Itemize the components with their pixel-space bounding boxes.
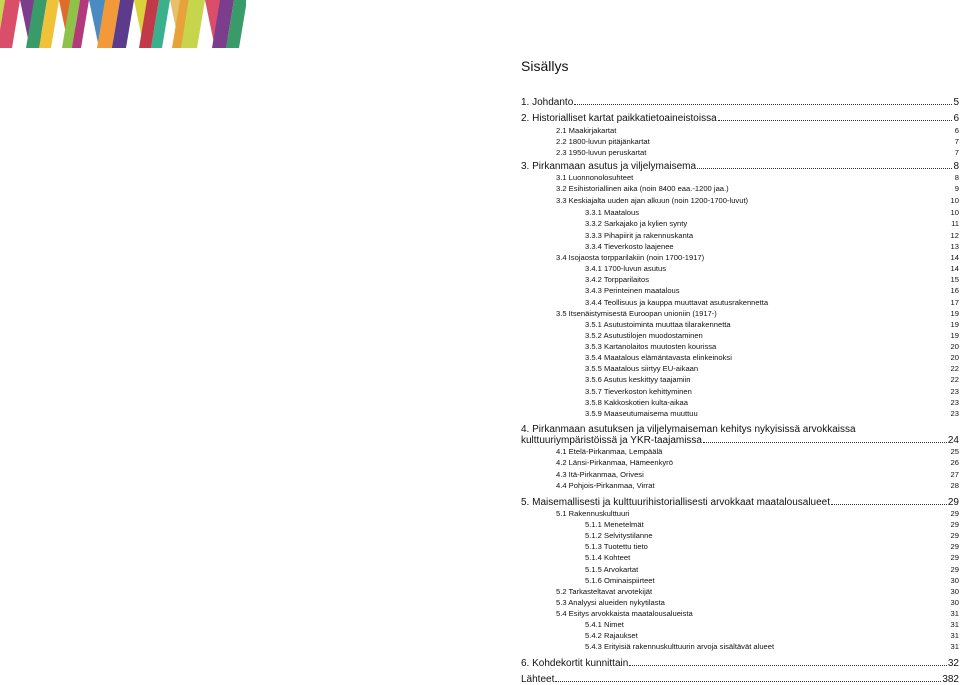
toc-entry-label: 5.1.5 Arvokartat	[585, 565, 639, 574]
dot-leader	[629, 665, 947, 666]
dot-leader	[718, 120, 953, 121]
toc-entry-page: 29	[947, 497, 959, 508]
toc-entry-label: 5.3 Analyysi alueiden nykytilasta	[556, 598, 665, 607]
toc-entry-page: 30	[950, 587, 959, 596]
toc-entry[interactable]	[521, 674, 959, 685]
toc-entry-page: 6	[954, 126, 959, 135]
toc-entry[interactable]	[585, 275, 959, 284]
toc-entry[interactable]	[521, 497, 959, 508]
toc-entry[interactable]	[585, 353, 959, 362]
toc-entry-label: 3.4 Isojaosta torpparilakiin (noin 1700-1917)	[556, 253, 705, 262]
toc-entry-label: 2.1 Maakirjakartat	[556, 126, 617, 135]
toc-entry-label: 5.4.2 Rajaukset	[585, 631, 638, 640]
toc-entry-label: Lähteet	[521, 674, 555, 685]
toc-entry[interactable]	[556, 184, 959, 193]
toc-entry-page: 9	[954, 184, 959, 193]
toc-entry[interactable]	[585, 542, 959, 551]
toc-entry-label: 3.4.2 Torpparilaitos	[585, 275, 650, 284]
toc-entry[interactable]	[521, 97, 959, 108]
toc-entry-label: 3.5.1 Asutustoiminta muuttaa tilarakennetta	[585, 320, 731, 329]
toc-entry[interactable]	[585, 342, 959, 351]
toc-entry-label: 4.4 Pohjois-Pirkanmaa, Virrat	[556, 481, 655, 490]
toc-entry-page: 23	[950, 398, 959, 407]
toc-entry-page: 12	[950, 231, 959, 240]
toc-entry[interactable]	[521, 161, 959, 172]
toc-entry-page: 31	[950, 620, 959, 629]
toc-entry-label: 5.1.6 Ominaispiirteet	[585, 576, 655, 585]
toc-entry[interactable]	[585, 208, 959, 217]
toc-entry[interactable]	[556, 598, 959, 607]
toc-entry-page: 22	[950, 364, 959, 373]
toc-entry-page: 31	[950, 631, 959, 640]
toc-entry-label: 3.3.2 Sarkajako ja kylien synty	[585, 219, 688, 228]
toc-entry-label: 5.4 Esitys arvokkaista maatalousalueista	[556, 609, 693, 618]
toc-entry[interactable]	[556, 509, 959, 518]
toc-entry-label: 3.5.2 Asutustilojen muodostaminen	[585, 331, 703, 340]
toc-entry-page: 16	[950, 286, 959, 295]
toc-entry-page: 14	[950, 264, 959, 273]
toc-entry-page: 5	[953, 97, 959, 108]
toc-entry[interactable]	[585, 520, 959, 529]
toc-entry-page: 23	[950, 387, 959, 396]
toc-entry[interactable]	[585, 331, 959, 340]
toc-entry-page: 24	[947, 435, 959, 446]
toc-entry-label: 5.1.4 Kohteet	[585, 553, 631, 562]
toc-entry-label: 2. Historialliset kartat paikkatietoaineistoissa	[521, 113, 717, 124]
toc-entry-page: 382	[942, 674, 959, 685]
toc-entry-page: 30	[950, 598, 959, 607]
toc-entry-label: 4.2 Länsi-Pirkanmaa, Hämeenkyrö	[556, 458, 673, 467]
toc-entry-label: 1. Johdanto	[521, 97, 574, 108]
toc-entry-page: 23	[950, 409, 959, 418]
toc-entry-label: 3.3.3 Pihapiirit ja rakennuskanta	[585, 231, 694, 240]
toc-entry[interactable]	[585, 642, 959, 651]
toc-entry-label: 3.5.6 Asutus keskittyy taajamiin	[585, 375, 691, 384]
toc-entry-page: 11	[951, 219, 959, 228]
toc-entry[interactable]	[585, 409, 959, 418]
toc-entry[interactable]	[585, 553, 959, 562]
toc-entry[interactable]	[585, 398, 959, 407]
toc-entry[interactable]	[556, 447, 959, 456]
toc-entry-page: 7	[954, 148, 959, 157]
toc-entry[interactable]	[521, 658, 959, 669]
toc-entry-label: 3.5.9 Maaseutumaisema muuttuu	[585, 409, 698, 418]
toc-entry-label: 5.2 Tarkasteltavat arvotekijät	[556, 587, 653, 596]
toc-entry[interactable]	[556, 126, 959, 135]
toc-entry[interactable]	[585, 320, 959, 329]
toc-entry-page: 20	[950, 342, 959, 351]
toc-entry[interactable]	[556, 173, 959, 182]
toc-entry[interactable]	[585, 375, 959, 384]
dot-leader	[574, 104, 952, 105]
toc-entry[interactable]	[556, 309, 959, 318]
toc-entry-label: 3.3.4 Tieverkosto laajenee	[585, 242, 674, 251]
page-title: Sisällys	[521, 58, 569, 74]
toc-entry-page: 7	[954, 137, 959, 146]
toc-entry-label: 3.3.1 Maatalous	[585, 208, 640, 217]
toc-entry-page: 19	[950, 331, 959, 340]
toc-entry[interactable]	[556, 196, 959, 205]
toc-entry-page: 17	[950, 298, 959, 307]
toc-entry[interactable]	[585, 242, 959, 251]
toc-entry[interactable]	[585, 387, 959, 396]
toc-entry-page: 29	[950, 565, 959, 574]
dot-leader	[555, 681, 941, 682]
toc-entry-page: 8	[953, 161, 959, 172]
toc-entry-label: 5.1.3 Tuotettu tieto	[585, 542, 648, 551]
toc-entry-page: 29	[950, 553, 959, 562]
toc-entry[interactable]	[585, 565, 959, 574]
toc-entry-label: 3.5.8 Kakkoskotien kulta-aikaa	[585, 398, 688, 407]
toc-entry[interactable]	[585, 286, 959, 295]
toc-entry-label: 3.5.5 Maatalous siirtyy EU-aikaan	[585, 364, 699, 373]
dot-leader	[703, 442, 947, 443]
toc-entry[interactable]	[556, 609, 959, 618]
toc-entry-page: 31	[950, 609, 959, 618]
toc-entry-page: 25	[950, 447, 959, 456]
toc-entry[interactable]	[556, 481, 959, 490]
toc-entry-page: 10	[950, 208, 959, 217]
toc-entry-page: 22	[950, 375, 959, 384]
toc-entry-label: 2.2 1800-luvun pitäjänkartat	[556, 137, 650, 146]
toc-entry-label: 5.1 Rakennuskulttuuri	[556, 509, 630, 518]
toc-entry-label: 3. Pirkanmaan asutus ja viljelymaisema	[521, 161, 697, 172]
toc-entry-label: 3.1 Luonnonolosuhteet	[556, 173, 634, 182]
toc-entry[interactable]	[585, 231, 959, 240]
toc-entry[interactable]	[556, 253, 959, 262]
toc-entry-page: 26	[950, 458, 959, 467]
toc-entry-page: 29	[950, 520, 959, 529]
toc-entry-label: 3.5.7 Tieverkoston kehittyminen	[585, 387, 692, 396]
dot-leader	[831, 504, 947, 505]
toc-entry-page: 19	[950, 320, 959, 329]
toc-entry[interactable]	[585, 219, 959, 228]
toc-entry-page: 6	[953, 113, 959, 124]
toc-entry[interactable]	[521, 424, 959, 446]
toc-entry[interactable]	[556, 148, 959, 157]
toc-entry-page: 30	[950, 576, 959, 585]
toc-entry-page: 19	[950, 309, 959, 318]
toc-entry-label: 3.4.1 1700-luvun asutus	[585, 264, 667, 273]
toc-entry-label: 5.1.1 Menetelmät	[585, 520, 644, 529]
toc-entry-page: 29	[950, 531, 959, 540]
toc-entry-page: 15	[950, 275, 959, 284]
toc-entry[interactable]	[585, 631, 959, 640]
toc-entry-label: 3.5.4 Maatalous elämäntavasta elinkeinoksi	[585, 353, 732, 362]
dot-leader	[697, 168, 952, 169]
toc-entry-label: 3.2 Esihistoriallinen aika (noin 8400 eaa.-1200 jaa.)	[556, 184, 729, 193]
toc-entry[interactable]	[556, 137, 959, 146]
toc-entry-page: 28	[950, 481, 959, 490]
toc-entry-page: 32	[947, 658, 959, 669]
toc-entry[interactable]	[556, 587, 959, 596]
toc-entry[interactable]	[585, 531, 959, 540]
toc-entry[interactable]	[521, 113, 959, 124]
toc-entry-label: 3.4.4 Teollisuus ja kauppa muuttavat asutusrakennetta	[585, 298, 769, 307]
toc-entry-page: 8	[954, 173, 959, 182]
toc-entry-label: 2.3 1950-luvun peruskartat	[556, 148, 647, 157]
toc-entry-label: 5.1.2 Selvitystilanne	[585, 531, 653, 540]
toc-entry-page: 10	[950, 196, 959, 205]
toc-entry-label: 3.5.3 Kartanolaitos muutosten kourissa	[585, 342, 717, 351]
toc-entry-label: 3.3 Keskiajalta uuden ajan alkuun (noin 1200-1700-luvut)	[556, 196, 749, 205]
toc-entry[interactable]	[585, 364, 959, 373]
toc-entry[interactable]	[585, 576, 959, 585]
toc-entry-page: 20	[950, 353, 959, 362]
toc-entry-page: 31	[950, 642, 959, 651]
toc-entry-page: 29	[950, 542, 959, 551]
toc-entry-label: 4.1 Etelä-Pirkanmaa, Lempäälä	[556, 447, 663, 456]
toc-entry[interactable]	[585, 298, 959, 307]
toc-entry-label-continued: kulttuuriympäristöissä ja YKR-taajamissa	[521, 435, 702, 446]
toc-entry-page: 13	[950, 242, 959, 251]
toc-entry[interactable]	[556, 470, 959, 479]
toc-entry-label: 5.4.3 Erityisiä rakennuskulttuurin arvoja sisältävät alueet	[585, 642, 775, 651]
toc-entry[interactable]	[585, 264, 959, 273]
toc-entry-label: 5. Maisemallisesti ja kulttuurihistoriallisesti arvokkaat maatalousalueet	[521, 497, 831, 508]
toc-entry-label: 3.4.3 Perinteinen maatalous	[585, 286, 680, 295]
toc-entry-page: 29	[950, 509, 959, 518]
toc-entry-page: 14	[950, 253, 959, 262]
toc-entry-label: 4.3 Itä-Pirkanmaa, Orivesi	[556, 470, 644, 479]
toc-entry[interactable]	[556, 458, 959, 467]
toc-entry-label: 6. Kohdekortit kunnittain	[521, 658, 629, 669]
toc-entry-label: 4. Pirkanmaan asutuksen ja viljelymaiseman kehitys nykyisissä arvokkaissa	[521, 424, 856, 435]
toc-entry-page: 27	[950, 470, 959, 479]
toc-entry[interactable]	[585, 620, 959, 629]
toc-entry-label: 3.5 Itsenäistymisestä Euroopan unioniin (1917-)	[556, 309, 717, 318]
toc-entry-label: 5.4.1 Nimet	[585, 620, 624, 629]
